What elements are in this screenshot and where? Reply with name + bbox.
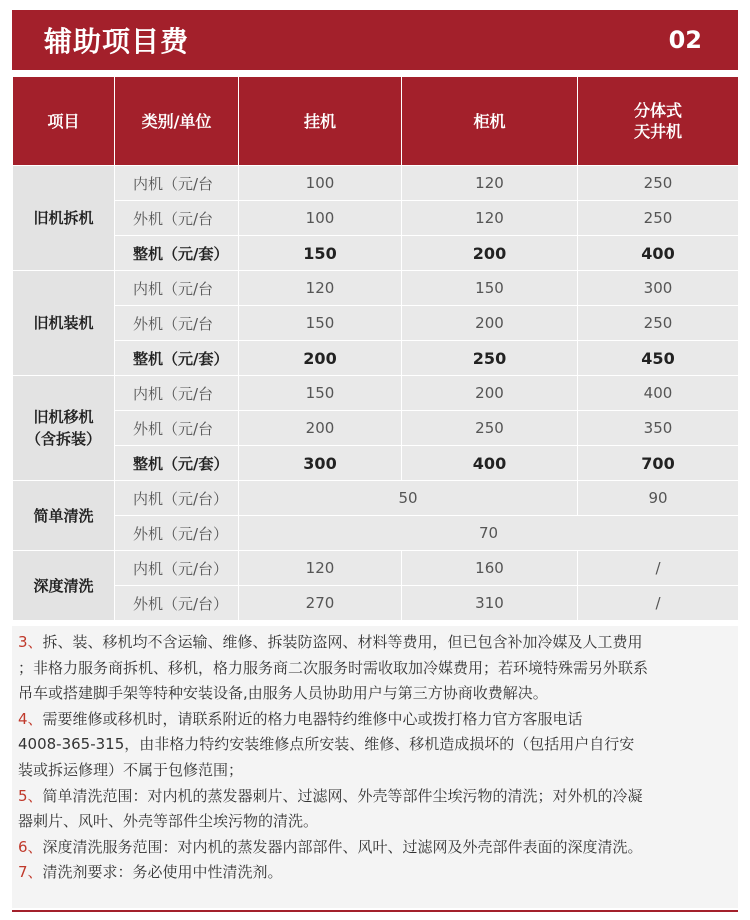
header-split-ceiling-unit bbox=[578, 77, 739, 166]
note-line bbox=[18, 784, 738, 810]
note-text: 深度清洗服务范围：对内机的蒸发器内部部件、风叶、过滤网及外壳部件表面的深度清洗。 bbox=[42, 837, 643, 856]
project-name-line2: （含拆装） bbox=[25, 430, 101, 448]
category-cell: 外机（元/台） bbox=[115, 586, 239, 621]
table-row bbox=[13, 516, 739, 551]
price-cell: 250 bbox=[578, 166, 739, 201]
header-cabinet-unit: 柜机 bbox=[402, 77, 578, 166]
price-cell: 200 bbox=[402, 306, 578, 341]
notes-panel bbox=[12, 626, 738, 908]
price-cell: 160 bbox=[402, 551, 578, 586]
price-cell: 270 bbox=[239, 586, 402, 621]
category-cell: 整机（元/套） bbox=[115, 446, 239, 481]
price-cell: 100 bbox=[239, 166, 402, 201]
price-cell-merged: 50 bbox=[239, 481, 578, 516]
note-line: 装或拆运修理）不属于包修范围； bbox=[18, 760, 244, 779]
table-row bbox=[13, 411, 739, 446]
category-cell: 外机（元/台 bbox=[115, 411, 239, 446]
table-row bbox=[13, 166, 739, 201]
header-project: 项目 bbox=[13, 77, 115, 166]
note-text: 简单清洗范围：对内机的蒸发器刺片、过滤网、外壳等部件尘埃污物的清洗；对外机的冷凝 bbox=[42, 786, 643, 805]
price-cell: 100 bbox=[239, 201, 402, 236]
price-cell: 200 bbox=[402, 236, 578, 271]
note-text: 需要维修或移机时，请联系附近的格力电器特约维修中心或拨打格力官方客服电话 bbox=[42, 709, 583, 728]
table-row bbox=[13, 201, 739, 236]
price-cell: 120 bbox=[402, 201, 578, 236]
price-cell: 150 bbox=[402, 271, 578, 306]
price-cell: 150 bbox=[239, 236, 402, 271]
note-number: 4、 bbox=[18, 709, 43, 728]
project-cell bbox=[13, 376, 115, 481]
note-line bbox=[18, 630, 738, 656]
price-cell: 350 bbox=[578, 411, 739, 446]
note-number: 5、 bbox=[18, 786, 43, 805]
header-wall-unit: 挂机 bbox=[239, 77, 402, 166]
price-cell: 200 bbox=[239, 341, 402, 376]
price-cell: 310 bbox=[402, 586, 578, 621]
table-row bbox=[13, 271, 739, 306]
price-cell: 200 bbox=[402, 376, 578, 411]
price-cell: 250 bbox=[402, 411, 578, 446]
header-category: 类别/单位 bbox=[115, 77, 239, 166]
price-cell: 400 bbox=[578, 236, 739, 271]
note-line: 器刺片、风叶、外壳等部件尘埃污物的清洗。 bbox=[18, 812, 319, 831]
note-line bbox=[18, 835, 738, 861]
price-cell: 90 bbox=[578, 481, 739, 516]
table-row bbox=[13, 306, 739, 341]
fee-table bbox=[12, 76, 739, 621]
header-split-line1: 分体式 bbox=[633, 101, 682, 120]
project-name-line1: 旧机移机 bbox=[33, 408, 94, 426]
category-cell: 内机（元/台） bbox=[115, 481, 239, 516]
category-cell: 内机（元/台） bbox=[115, 551, 239, 586]
price-cell: 120 bbox=[239, 551, 402, 586]
price-cell: 700 bbox=[578, 446, 739, 481]
note-line: ；非格力服务商拆机、移机，格力服务商二次服务时需收取加冷媒费用；若环境特殊需另外联系 bbox=[18, 658, 649, 677]
table-row bbox=[13, 376, 739, 411]
table-row bbox=[13, 236, 739, 271]
note-number: 7、 bbox=[18, 863, 43, 882]
table-row bbox=[13, 446, 739, 481]
price-cell: 120 bbox=[239, 271, 402, 306]
price-cell: 120 bbox=[402, 166, 578, 201]
note-text: 清洗剂要求：务必使用中性清洗剂。 bbox=[42, 863, 283, 882]
price-cell: 300 bbox=[239, 446, 402, 481]
price-cell: 450 bbox=[578, 341, 739, 376]
note-number: 3、 bbox=[18, 633, 43, 651]
price-cell-merged: 70 bbox=[239, 516, 739, 551]
price-cell: / bbox=[578, 586, 739, 621]
category-cell: 内机（元/台 bbox=[115, 376, 239, 411]
price-cell: 200 bbox=[239, 411, 402, 446]
table-row bbox=[13, 551, 739, 586]
note-line bbox=[18, 707, 738, 733]
category-cell: 整机（元/套） bbox=[115, 341, 239, 376]
section-title: 辅助项目费 bbox=[44, 25, 190, 58]
table-row bbox=[13, 481, 739, 516]
note-line: 吊车或搭建脚手架等特种安装设备,由服务人员协助用户与第三方协商收费解决。 bbox=[18, 684, 548, 703]
price-cell: 250 bbox=[578, 306, 739, 341]
price-cell: 150 bbox=[239, 376, 402, 411]
table-row bbox=[13, 341, 739, 376]
bottom-divider bbox=[12, 910, 738, 912]
category-cell: 内机（元/台 bbox=[115, 166, 239, 201]
category-cell: 外机（元/台 bbox=[115, 201, 239, 236]
price-cell: 250 bbox=[578, 201, 739, 236]
price-cell: 250 bbox=[402, 341, 578, 376]
note-text: 拆、装、移机均不含运输、维修、拆装防盗网、材料等费用，但已包含补加冷媒及人工费用 bbox=[42, 633, 643, 651]
price-cell: 150 bbox=[239, 306, 402, 341]
header-split-line2: 天井机 bbox=[633, 122, 682, 141]
price-cell: / bbox=[578, 551, 739, 586]
section-banner bbox=[12, 10, 738, 70]
category-cell: 整机（元/套） bbox=[115, 236, 239, 271]
note-line bbox=[18, 860, 738, 886]
category-cell: 内机（元/台 bbox=[115, 271, 239, 306]
project-cell: 简单清洗 bbox=[13, 481, 115, 551]
category-cell: 外机（元/台） bbox=[115, 516, 239, 551]
project-cell: 旧机拆机 bbox=[13, 166, 115, 271]
price-cell: 400 bbox=[578, 376, 739, 411]
note-line: 4008-365-315，由非格力特约安装维修点所安装、维修、移机造成损坏的（包括用户自行安 bbox=[18, 735, 635, 754]
category-cell: 外机（元/台 bbox=[115, 306, 239, 341]
price-cell: 400 bbox=[402, 446, 578, 481]
table-row bbox=[13, 586, 739, 621]
note-number: 6、 bbox=[18, 837, 43, 856]
project-cell: 旧机装机 bbox=[13, 271, 115, 376]
project-cell: 深度清洗 bbox=[13, 551, 115, 621]
price-cell: 300 bbox=[578, 271, 739, 306]
header-row bbox=[13, 77, 739, 166]
section-number: 02 bbox=[668, 26, 702, 54]
